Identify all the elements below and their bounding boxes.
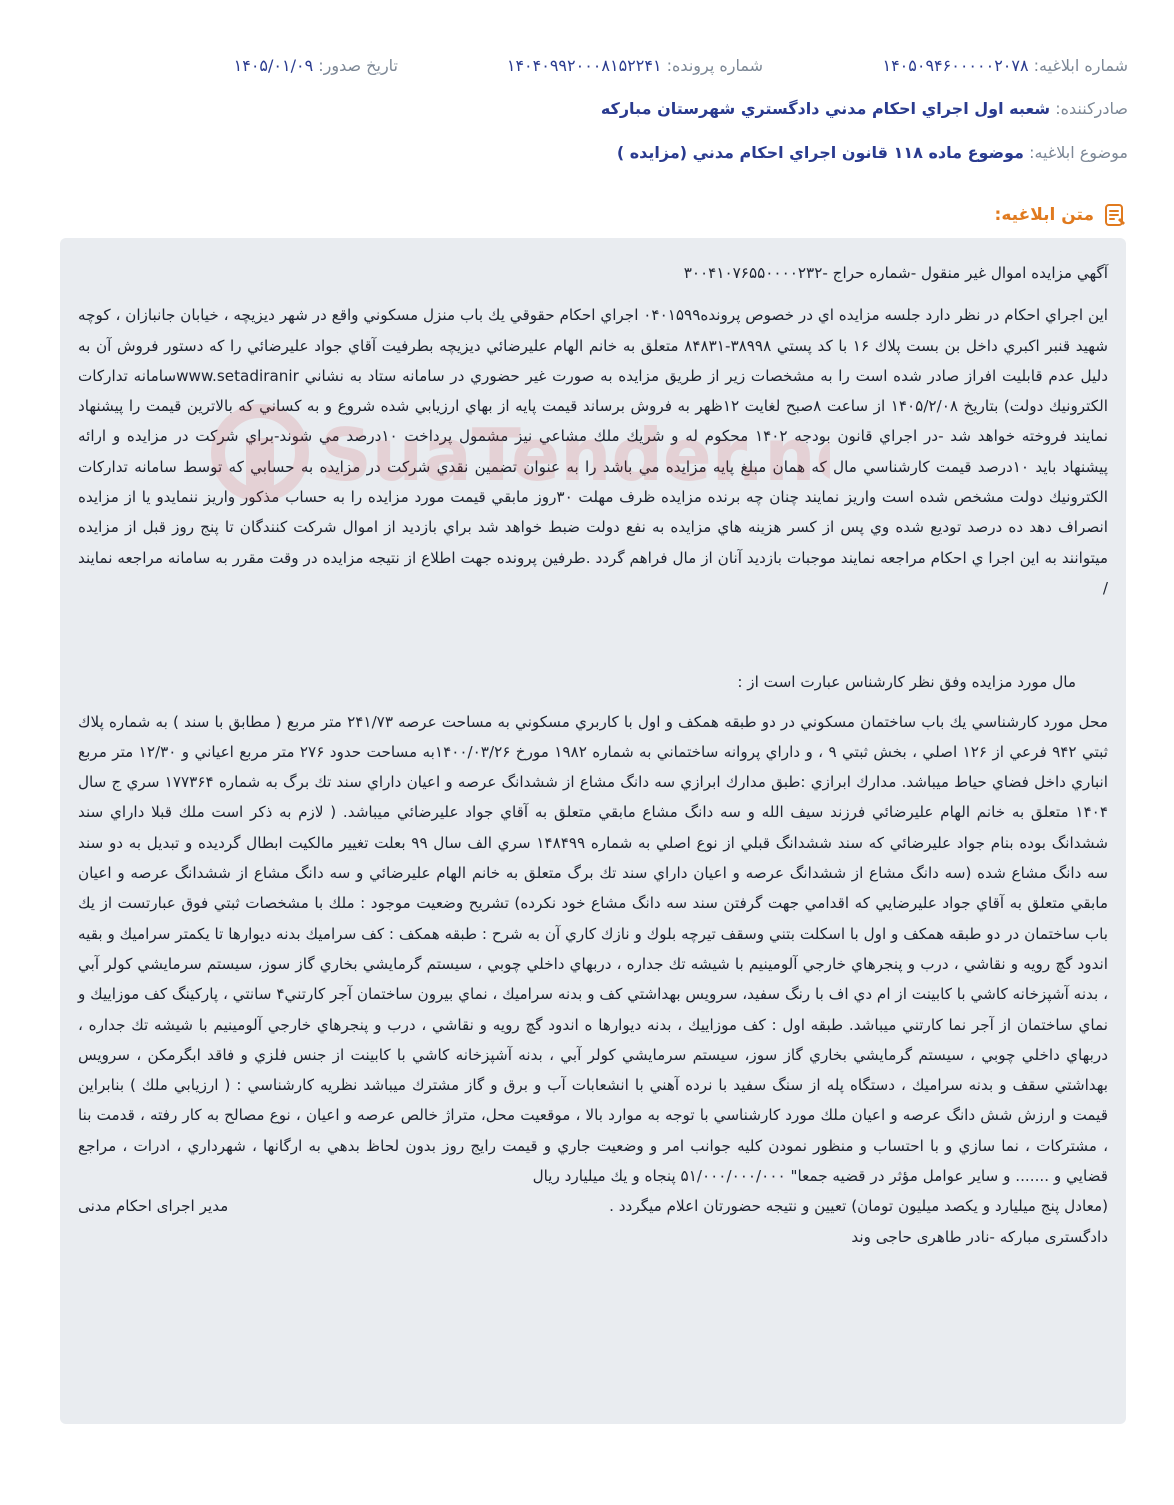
notice-text-title: متن ابلاغیه: bbox=[994, 205, 1094, 225]
auction-paragraph-1: اين اجراي احكام در نظر دارد جلسه مزايده اي در خصوص پرونده۰۴۰۱۵۹۹ اجراي احكام حقوقي يك باب منزل مسكوني واقع در شهر ديزيچه ، خيابان جانبازان ، كوچه شهيد قنبر اكبري داخل بن بست پلاك ۱۶ با كد پستي ۳۸۹۹۸-۸۴۸۳۱ متعلق به خانم الهام عليرضائي ديزيچه بطرفيت آقاي جواد عليرضائي را كه دستور فروش آن به دليل عدم قابليت افراز صادر شده است را به مشخصات زير از طريق مزايده به صورت غير حضوري در سامانه ستاد به نشاني www.setadiranirسامانه تداركات الكترونيك دولت) بتاريخ ۱۴۰۵/۲/۰۸ از ساعت ۸صبح لغايت ۱۲ظهر به فروش برساند قيمت پايه از بهاي ارزيابي شده شروع و به كساني كه بالاترين قيمت را پيشنهاد نمايند فروخته خواهد شد -در اجراي قانون بودجه ۱۴۰۲ محكوم له و شريك ملك مشاعي نيز مشمول پرداخت ۱۰درصد مي شوند-براي شركت در مزايده و ارائه پيشنهاد بايد ۱۰درصد قيمت كارشناسي مال كه همان مبلغ پايه مزايده مي باشد را به عنوان تضمين نقدي شركت در مزايده به حسابي كه توسط سامانه تداركات الكترونيك دولت مشخص شده است واريز نمايند چنان چه برنده مزايده ظرف مهلت ۳۰روز مابقي قيمت مورد مزايده را به حساب مذكور واريز ننمايدو يا از مزايده انصراف دهد ده درصد توديع شده وي پس از كسر هزينه هاي مزايده به نفع دولت ضبط خواهد شد براي بازديد از اموال شركت كنندگان تا پنج روز قبل از مزايده ميتوانند به اين اجرا ي احكام مراجعه نمايند موجبات بازديد آنان از مال فراهم گردد .طرفين پرونده جهت اطلاع از نتيجه مزايده در وقت مقرر به سامانه مراجعه نمايند / bbox=[78, 306, 1108, 597]
auction-headline: آگهي مزايده اموال غير منقول -شماره حراج -۳۰۰۴۱۰۷۶۵۵۰۰۰۰۲۳۲ bbox=[683, 264, 1108, 282]
issue-date-label: تاریخ صدور: bbox=[318, 56, 398, 75]
signature-row bbox=[78, 1191, 1108, 1221]
subject-row bbox=[40, 143, 1128, 162]
issuer-value: شعبه اول اجراي احكام مدني دادگستري شهرستان مباركه bbox=[600, 99, 1051, 118]
auction-subheading: مال مورد مزايده وفق نظر كارشناس عبارت است از : bbox=[737, 673, 1076, 692]
issue-date-value: ۱۴۰۵/۰۱/۰۹ bbox=[233, 56, 314, 75]
signature-title: مدير اجرای احکام مدنی bbox=[78, 1197, 229, 1216]
notice-body-panel bbox=[60, 238, 1126, 1424]
issuer-row bbox=[40, 99, 1128, 118]
notice-number bbox=[882, 56, 1128, 75]
notice-number-value: ۱۴۰۵۰۹۴۶۰۰۰۰۰۲۰۷۸ bbox=[882, 56, 1029, 75]
subject-value: موضوع ماده ۱۱۸ قانون اجراي احكام مدني (مزايده ) bbox=[616, 143, 1024, 162]
notice-number-label: شماره ابلاغيه: bbox=[1033, 56, 1128, 75]
notice-meta-row bbox=[40, 56, 1128, 84]
issue-date bbox=[234, 56, 398, 75]
signature-name: دادگستری مبارکه -نادر طاهری حاجی وند bbox=[851, 1227, 1108, 1246]
amount-toman-line: (معادل پنج ميليارد و يكصد ميليون تومان) تعيين و نتيجه حضورتان اعلام ميگردد . bbox=[609, 1197, 1108, 1216]
issuer-label: صادرکننده: bbox=[1055, 99, 1128, 118]
notice-text-heading bbox=[995, 201, 1128, 229]
file-number-label: شماره پرونده: bbox=[666, 56, 763, 75]
subject-label: موضوع ابلاغیه: bbox=[1029, 143, 1128, 162]
document-list-icon bbox=[1102, 202, 1128, 228]
auction-paragraph-2: محل مورد كارشناسي يك باب ساختمان مسكوني در دو طبقه همكف و اول با كاربري مسكوني به مساحت عرصه ۲۴۱/۷۳ متر مربع ( مطابق با سند ) به شماره پلاك ثبتي ۹۴۲ فرعي از ۱۲۶ اصلي ، بخش ثبتي ۹ ، و داراي پروانه ساختماني به شماره ۱۹۸۲ مورخ ۱۴۰۰/۰۳/۲۶به مساحت حدود ۲۷۶ متر مربع اعياني و ۱۲/۳۰ متر مربع انباري داخل فضاي حياط ميباشد. مدارك ابرازي :طبق مدارك ابرازي سه دانگ مشاع از ششدانگ عرصه و اعيان داراي سند تك برگ به شماره ۱۷۷۳۶۴ سري ج سال ۱۴۰۴ متعلق به خانم الهام عليرضائي فرزند سيف الله و سه دانگ مشاع مابقي متعلق به آقاي جواد عليرضائي ميباشد. ( لازم به ذكر است ملك قبلا داراي سند ششدانگ بوده بنام جواد عليرضائي كه سند ششدانگ قبلي از نوع اصلي به شماره ۱۴۸۴۹۹ سري الف سال ۹۹ بعلت تغيير مالكيت ابطال گرديده و تبديل به دو سند سه دانگ مشاع شده (سه دانگ مشاع از ششدانگ عرصه و اعيان داراي سند تك برگ متعلق به خانم الهام عليرضائي و سه دانگ مشاع از ششدانگ عرصه و اعيان مابقي متعلق به آقاي جواد عليرضايي كه اقدامي جهت گرفتن سند سه دانگ مشاع خود نكرده) تشريح وضعيت موجود : ملك با مشخصات ثبتي فوق عبارتست از يك باب ساختمان در دو طبقه همكف و اول با اسكلت بتني وسقف تيرچه بلوك و نازك كاري آن به شرح : طبقه همكف : كف سراميك بدنه ديوارها تا يكمتر سراميك و بقيه اندود گچ رويه و نقاشي ، درب و پنجرهاي خارجي آلومينيم با شيشه تك جداره ، دربهاي داخلي چوبي ، سيستم گرمايشي بخاري گاز سوز، سيستم سرمايشي كولر آبي ، بدنه آشپزخانه كاشي با كابينت از ام دي اف با رنگ سفيد، سرويس بهداشتي كف و بدنه سراميك ، نماي بيرون ساختمان آجر كارتني۴ سانتي ، پاركينگ كف موزاييك و نماي ساختمان از آجر نما كارتني ميباشد. طبقه اول : كف موزاييك ، بدنه ديوارها ه اندود گچ رويه و نقاشي ، درب و پنجرهاي خارجي آلومينيم با شيشه تك جداره ، دربهاي داخلي چوبي ، سيستم گرمايشي بخاري گاز سوز، سيستم سرمايشي كولر آبي ، بدنه آشپزخانه كاشي با كابينت از جنس فلزي و فاقد ابگرمكن ، سرويس بهداشتي سقف و بدنه سراميك ، دستگاه پله از سنگ سفيد با نرده آهني با انشعابات آب و برق و گاز مشترك ميباشد نظريه كارشناسي : ( ارزيابي ملك ) بنابراين قيمت و ارزش شش دانگ عرصه و اعيان ملك مورد كارشناسي با توجه به موارد بالا ، موقعيت محل، متراژ خالص عرصه و اعيان ، نوع مصالح به كار رفته ، قدمت بنا ، مشتركات ، نما سازي و با احتساب و منظور نمودن كليه جوانب امر و وضعيت جاري و قيمت رايج روز بدون لحاظ بدهي به ارگانها ، شهرداري ، ادرات ، مراجع قضايي و ....... و ساير عوامل مؤثر در قضيه جمعا" ۵۱/۰۰۰/۰۰۰/۰۰۰ پنجاه و يك ميليارد ريال bbox=[78, 712, 1108, 1186]
file-number bbox=[507, 56, 763, 75]
file-number-value: ۱۴۰۴۰۹۹۲۰۰۰۸۱۵۲۲۴۱ bbox=[506, 56, 662, 75]
